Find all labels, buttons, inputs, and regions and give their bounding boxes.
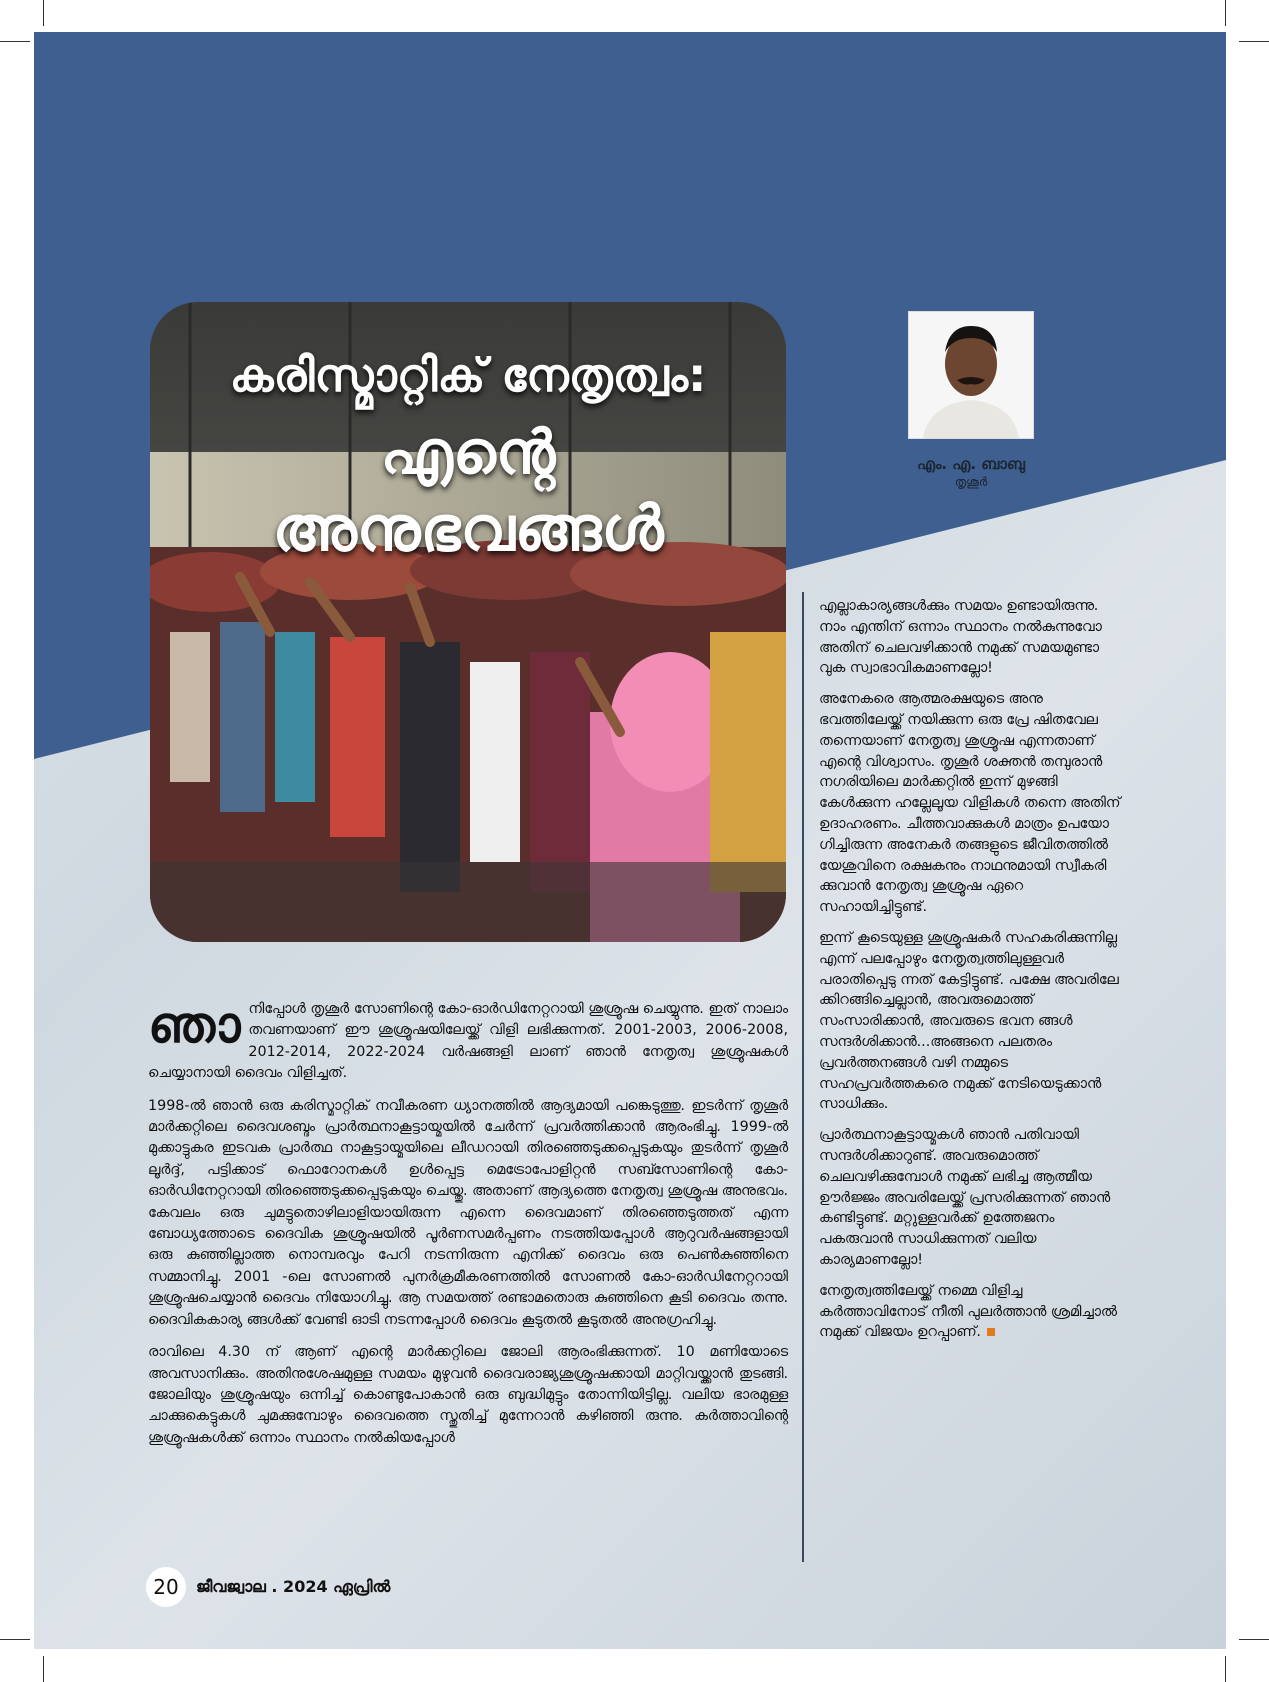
magazine-page (34, 32, 1226, 1649)
magazine-issue: ജീവജ്വാല . 2024 ഏപ്രിൽ (196, 1577, 391, 1596)
paragraph: ഇന്ന് കൂടെയുള്ള ശുശ്രൂഷകർ സഹകരിക്കുന്നില്ല എന്ന് പലപ്പോഴും നേതൃത്വത്തിലുള്ളവർ പരാതിപ്പെടു ന്നത് കേട്ടിട്ടുണ്ട്. പക്ഷേ അവരിലേ ക്കിറങ്ങിച്ചെല്ലാൻ, അവരുമൊത്ത് സംസാരിക്കാൻ, അവരുടെ ഭവന ങ്ങൾ സന്ദർശിക്കാൻ...അങ്ങനെ പലതരം പ്രവർത്തനങ്ങൾ വഴി നമ്മുടെ സഹപ്രവർത്തകരെ നമുക്ക് നേടിയെടുക്കാൻ സാധിക്കും. (819, 929, 1119, 1113)
paragraph: എല്ലാകാര്യങ്ങൾക്കും സമയം ഉണ്ടായിരുന്നു. നാം എന്തിന് ഒന്നാം സ്ഥാനം നൽകുന്നുവോ അതിന് ചെലവഴിക്കാൻ നമുക്ക് സമയമുണ്ടാ വുക സ്വാഭാവികമാണല്ലോ! (819, 598, 1102, 677)
drop-cap: ഞാ (148, 996, 241, 1054)
paragraph: 1998-ൽ ഞാൻ ഒരു കരിസ്മാറ്റിക് നവീകരണ ധ്യാനത്തിൽ ആദ്യമായി പങ്കെടുത്തു. ഇടർന്ന് തൃശൂർ മാർക്കറ്റിലെ ദൈവശബ്ദം പ്രാർത്ഥനാകൂട്ടായ്മയിൽ ചേർന്ന് പ്രവർത്തിക്കാൻ ആരംഭിച്ചു. 1999-ൽ മുക്കാട്ടുകര ഇടവക പ്രാർത്ഥ നാകൂട്ടായ്മയിലെ ലീഡറായി തിരഞ്ഞെടുക്കപ്പെടുകയും തുടർന്ന് തൃശൂർ ലൂർദ്ദ്, പട്ടിക്കാട് ഫൊറോനകൾ ഉൾപ്പെട്ട മെട്രോപോളിറ്റൻ സബ്സോണിന്റെ കോ-ഓർഡിനേറ്ററായി തിരഞ്ഞെടുക്കപ്പെടുകയും ചെയ്തു. അതാണ് ആദ്യത്തെ നേതൃത്വ ശുശ്രൂഷ അനുഭവം. കേവലം ഒരു ചുമട്ടുതൊഴിലാളിയായിരുന്ന എന്നെ ദൈവമാണ് തിരഞ്ഞെടുത്തത് എന്ന ബോധ്യത്തോടെ ദൈവിക ശുശ്രൂഷയിൽ പൂർണസമർപ്പണം നടത്തിയപ്പോൾ ആറുവർഷങ്ങളായി ഒരു കുഞ്ഞില്ലാത്ത നൊമ്പരവും പേറി നടന്നിരുന്ന എനിക്ക് ദൈവം ഒരു പെൺകുഞ്ഞിനെ സമ്മാനിച്ചു. 2001 -ലെ സോണൽ പുനർക്രമീകരണത്തിൽ സോണൽ കോ-ഓർഡിനേറ്ററായി ശുശ്രൂഷചെയ്യാൻ ദൈവം നിയോഗിച്ചു. ആ സമയത്ത് രണ്ടാമതൊരു കുഞ്ഞിനെ കൂടി ദൈവം തന്നു. ദൈവികകാര്യ ങ്ങൾക്ക് വേണ്ടി ഓടി നടന്നപ്പോൾ ദൈവം കൂടുതൽ കൂടുതൽ അനുഗ്രഹിച്ചു. (148, 1097, 788, 1328)
paragraph-last (819, 1281, 1129, 1343)
crop-mark (1239, 41, 1269, 42)
crop-mark (1225, 0, 1226, 26)
page-footer (146, 1567, 390, 1607)
author-portrait (908, 311, 1034, 439)
paragraph: അനേകരെ ആത്മരക്ഷയുടെ അനു ഭവത്തിലേയ്ക്ക് നയിക്കുന്ന ഒരു പ്രേ ഷിതവേല തന്നെയാണ് നേതൃത്വ ശുശ്രൂഷ എന്നതാണ് എന്റെ വിശ്വാസം. തൃശൂർ ശക്തൻ തമ്പുരാൻ നഗരിയിലെ മാർക്കറ്റിൽ ഇന്ന് മുഴങ്ങി കേൾക്കുന്ന ഹല്ലേലൂയ വിളികൾ തന്നെ അതിന് ഉദാഹരണം. ചീത്തവാക്കുകൾ മാത്രം ഉപയോ ഗിച്ചിരുന്ന അനേകർ തങ്ങളുടെ ജീവിതത്തിൽ യേശുവിനെ രക്ഷകനും നാഥനുമായി സ്വീകരി ക്കുവാൻ നേതൃത്വ ശുശ്രൂഷ ഏറെ സഹായിച്ചിട്ടുണ്ട്. (819, 691, 1121, 916)
crop-mark (1225, 1656, 1226, 1682)
crop-mark (1239, 1639, 1269, 1640)
paragraph-text: നേതൃത്വത്തിലേയ്ക്ക് നമ്മെ വിളിച്ച കർത്താവിനോട് നീതി പുലർത്താൻ ശ്രമിച്ചാൽ നമുക്ക് വിജയം ഉറപ്പാണ്. (819, 1282, 1117, 1341)
paragraph-text: നിപ്പോൾ തൃശൂർ സോണിന്റെ കോ-ഓർഡിനേറ്ററായി ശുശ്രൂഷ ചെയ്യുന്നു. ഇത് നാലാം തവണയാണ് ഈ ശുശ്രൂഷയിലേയ്ക്ക് വിളി ലഭിക്കുന്നത്. 2001-2003, 2006-2008, 2012-2014, 2022-2024 വർഷങ്ങളി ലാണ് ഞാൻ നേതൃത്വ ശുശ്രൂഷകൾ ചെയ്യാനായി ദൈവം വിളിച്ചത്. (148, 1001, 788, 1082)
article-title-line-3: അനുഭവങ്ങൾ (272, 492, 664, 565)
page-number: 20 (146, 1567, 186, 1607)
paragraph: പ്രാർത്ഥനാകൂട്ടായ്മകൾ ഞാൻ പതിവായി സന്ദർശിക്കാറുണ്ട്. അവരുമൊത്ത് ചെലവഴിക്കുമ്പോൾ നമുക്ക് ലഭിച്ച ആത്മീയ ഊർജ്ജം അവരിലേയ്ക്ക് പ്രസരിക്കുന്നത് ഞാൻ കണ്ടിട്ടുണ്ട്. മറ്റുള്ളവർക്ക് ഉത്തേജനം പകരുവാൻ സാധിക്കുന്നത് വലിയ കാര്യമാണല്ലോ! (819, 1127, 1111, 1268)
body-column-left (148, 996, 788, 1460)
author-name: എം. എ. ബാബു (917, 455, 1025, 473)
column-divider (802, 592, 804, 1562)
paragraph (148, 996, 788, 1085)
article-title-line-2: എന്റെ (380, 418, 556, 488)
crop-mark (0, 1639, 30, 1640)
worship-crowd-photo (150, 302, 786, 942)
paragraph: രാവിലെ 4.30 ന് ആണ് എന്റെ മാർക്കറ്റിലെ ജോലി ആരംഭിക്കുന്നത്. 10 മണിയോടെ അവസാനിക്കും. അതിനുശേഷമുള്ള സമയം മുഴുവൻ ദൈവരാജ്യശുശ്രൂഷക്കായി മാറ്റിവയ്ക്കാൻ തുടങ്ങി. ജോലിയും ശുശ്രൂഷയും ഒന്നിച്ച് കൊണ്ടുപോകാൻ ഒരു ബുദ്ധിമുട്ടും തോന്നിയിട്ടില്ല. വലിയ ഭാരമുള്ള ചാക്കുകെട്ടുകൾ ചുമക്കുമ്പോഴും ദൈവത്തെ സ്തുതിച്ച് മുന്നേറാൻ കഴിഞ്ഞി രുന്നു. കർത്താവിന്റെ ശുശ്രൂഷകൾക്ക് ഒന്നാം സ്ഥാനം നൽകിയപ്പോൾ (148, 1344, 788, 1446)
body-column-right (819, 596, 1129, 1353)
crop-mark (0, 41, 30, 42)
article-title-line-1: കരിസ്മാറ്റിക് നേതൃത്വം: (229, 348, 707, 402)
end-mark-icon (987, 1328, 995, 1336)
crop-mark (43, 0, 44, 26)
crop-mark (43, 1656, 44, 1682)
author-place: തൃശൂർ (954, 475, 988, 489)
